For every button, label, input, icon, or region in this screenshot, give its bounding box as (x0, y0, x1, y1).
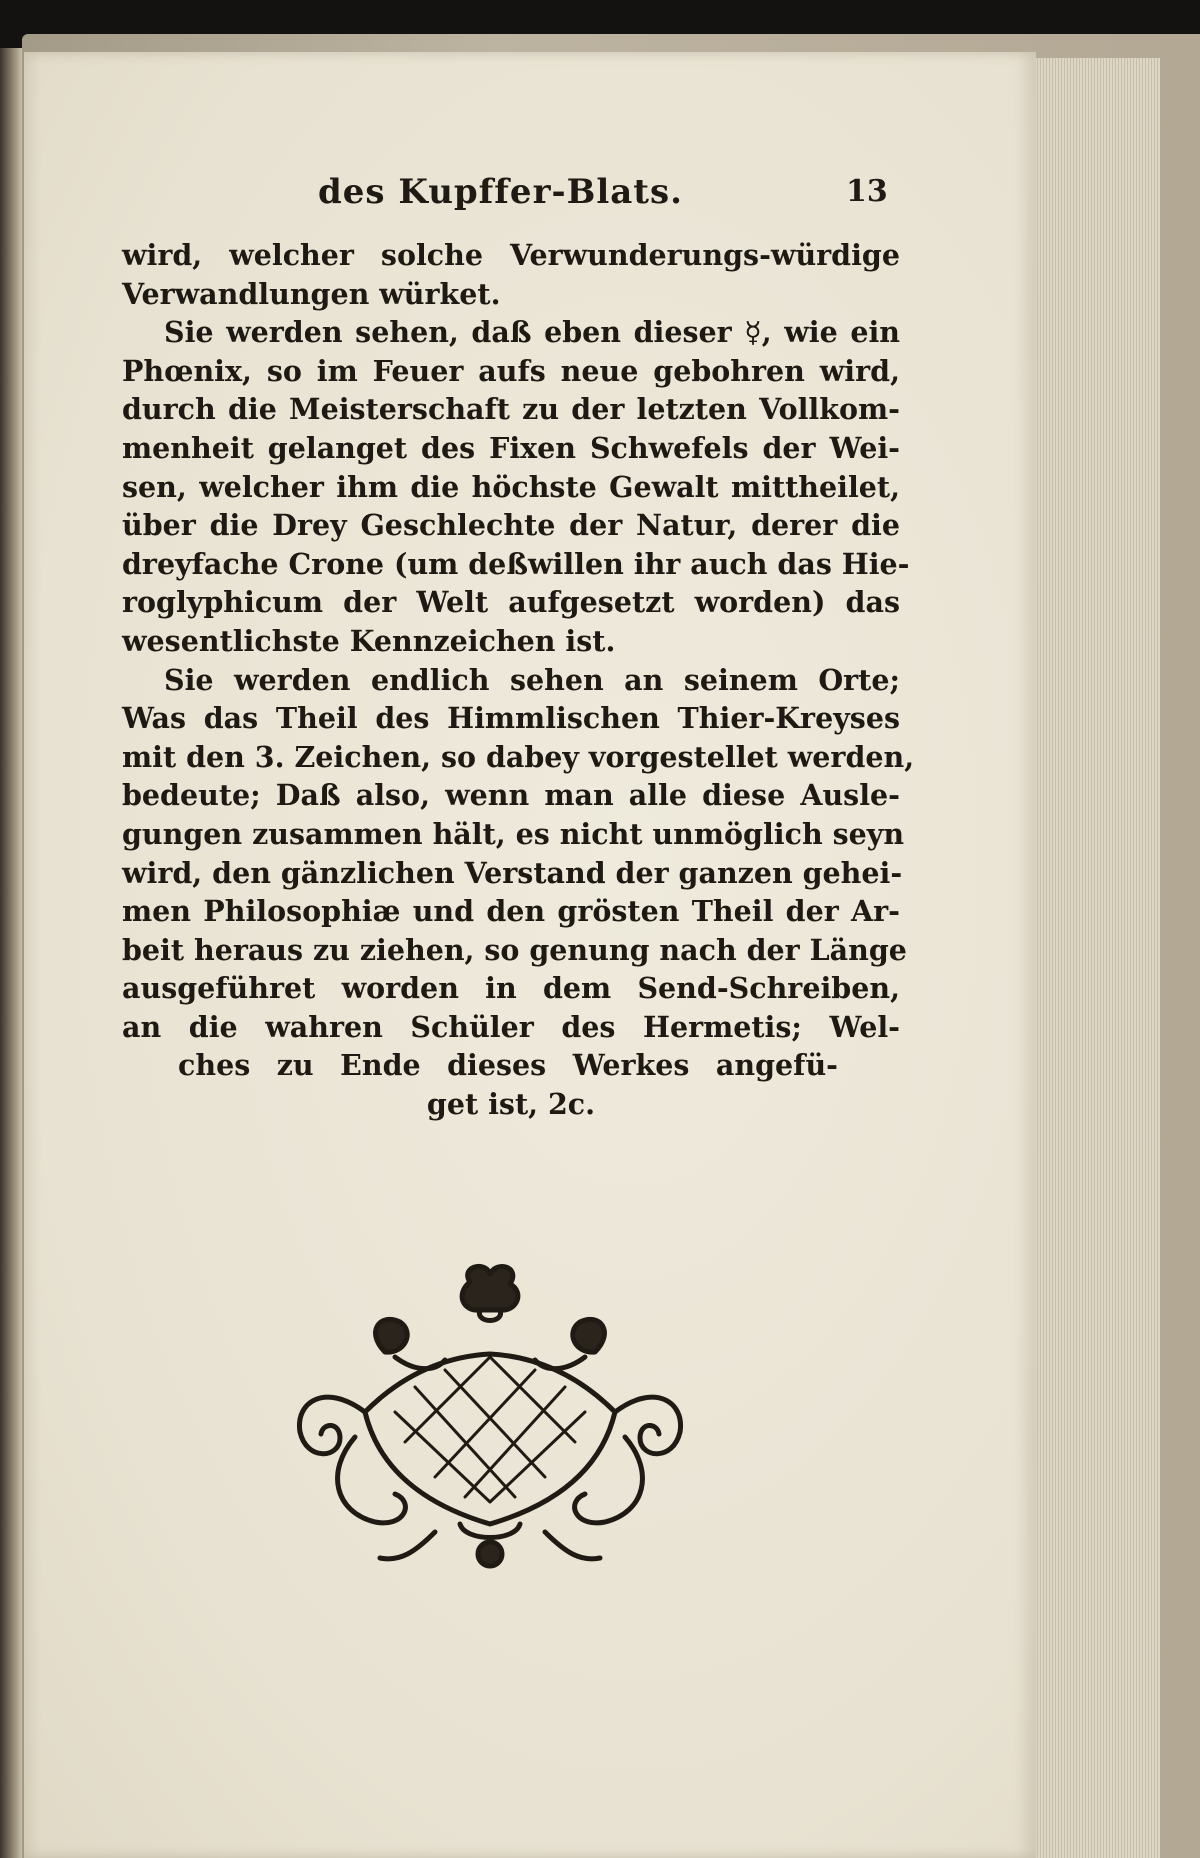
text-line: Was das Theil des Himmlischen Thier-Kreyses (122, 701, 900, 736)
previous-page-edge (0, 48, 22, 1858)
text-line: wird, den gänzlichen Verstand der ganzen gehei- (122, 855, 903, 890)
text-line: Verwandlungen würket. (122, 276, 501, 311)
text-line: beit heraus zu ziehen, so genung nach der Länge (122, 932, 907, 967)
text-line: durch die Meisterschaft zu der letzten Vollkom- (122, 392, 900, 427)
text-line: bedeute; Daß also, wenn man alle diese Ausle- (122, 778, 900, 813)
text-line: mit den 3. Zeichen, so dabey vorgestellet werden, (122, 739, 915, 774)
text-line: gungen zusammen hält, es nicht unmöglich seyn (122, 816, 905, 851)
text-line: Sie werden sehen, daß eben dieser ☿, wie ein (164, 315, 900, 350)
text-line: wesentlichste Kennzeichen ist. (122, 623, 616, 658)
text-line: ausgeführet worden in dem Send-Schreiben, (122, 971, 900, 1006)
text-line: an die wahren Schüler des Hermetis; Wel- (122, 1009, 900, 1044)
text-line: Sie werden endlich sehen an seinem Orte; (164, 662, 900, 697)
text-line: Phœnix, so im Feuer aufs neue gebohren wird, (122, 353, 900, 388)
running-title: des Kupffer-Blats. (318, 172, 683, 212)
text-line: ches zu Ende dieses Werkes angefü- (178, 1048, 838, 1083)
text-line: men Philosophiæ und den grösten Theil der Ar- (122, 894, 900, 929)
text-line: sen, welcher ihm die höchste Gewalt mittheilet, (122, 469, 900, 504)
page-edges (1030, 58, 1160, 1858)
running-header (100, 172, 900, 222)
text-line: über die Drey Geschlechte der Natur, derer die (122, 508, 900, 543)
text-line: wird, welcher solche Verwunderungs-würdige (122, 238, 900, 272)
baroque-vignette-icon (285, 1262, 695, 1582)
body-text (122, 236, 915, 1124)
text-line: menheit gelanget des Fixen Schwefels der Wei- (122, 430, 900, 465)
text-line: dreyfache Crone (um deßwillen ihr auch das Hie- (122, 546, 910, 581)
page-number: 13 (846, 174, 888, 209)
text-line: get ist, 2c. (426, 1087, 596, 1122)
text-line: roglyphicum der Welt aufgesetzt worden) das (122, 585, 900, 620)
